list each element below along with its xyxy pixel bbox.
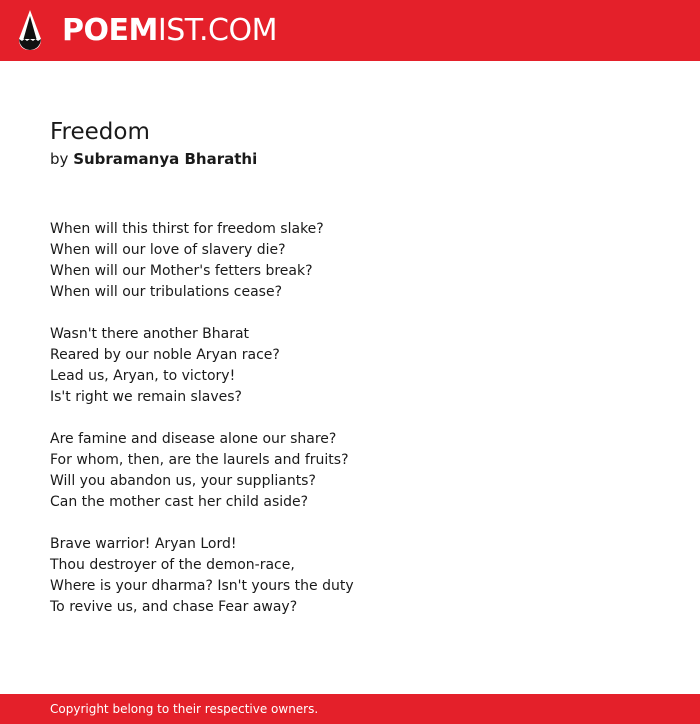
stanza-2 xyxy=(50,324,670,408)
poem-line: When will this thirst for freedom slake? xyxy=(50,221,324,237)
poem-line: Lead us, Aryan, to victory! xyxy=(50,368,236,384)
brand-light-text: IST.COM xyxy=(157,13,277,48)
stanza-4 xyxy=(50,534,670,618)
stanza-3 xyxy=(50,429,670,513)
poem-line: When will our Mother's fetters break? xyxy=(50,263,313,279)
poem-title: Freedom xyxy=(50,119,150,145)
pen-nib-icon[interactable] xyxy=(17,9,43,51)
poem-line: Is't right we remain slaves? xyxy=(50,389,242,405)
poem-line: Are famine and disease alone our share? xyxy=(50,431,337,447)
poem-line: Will you abandon us, your suppliants? xyxy=(50,473,316,489)
brand-bold-text: POEM xyxy=(62,13,158,48)
poem-line: Where is your dharma? Isn't yours the duty xyxy=(50,578,354,594)
site-footer xyxy=(0,694,700,724)
poem-line: When will our tribulations cease? xyxy=(50,284,283,300)
poem-line: To revive us, and chase Fear away? xyxy=(50,599,298,615)
poem-line: Can the mother cast her child aside? xyxy=(50,494,309,510)
site-header xyxy=(0,0,700,61)
poem-author: Subramanya Bharathi xyxy=(73,150,258,168)
stanza-1 xyxy=(50,219,670,303)
copyright-text: Copyright belong to their respective owners. xyxy=(50,702,319,716)
poem-line: Wasn't there another Bharat xyxy=(50,326,250,342)
poem-line: Brave warrior! Aryan Lord! xyxy=(50,536,237,552)
poem-line: Reared by our noble Aryan race? xyxy=(50,347,280,363)
poem-line: When will our love of slavery die? xyxy=(50,242,286,258)
by-label: by xyxy=(50,150,69,168)
poem-body xyxy=(50,219,670,639)
poem-byline xyxy=(50,148,257,170)
poem-line: Thou destroyer of the demon-race, xyxy=(50,557,295,573)
pen-nib-icon-graphic xyxy=(17,9,43,51)
site-logo-text[interactable] xyxy=(62,11,277,51)
poem-line: For whom, then, are the laurels and fruits? xyxy=(50,452,349,468)
